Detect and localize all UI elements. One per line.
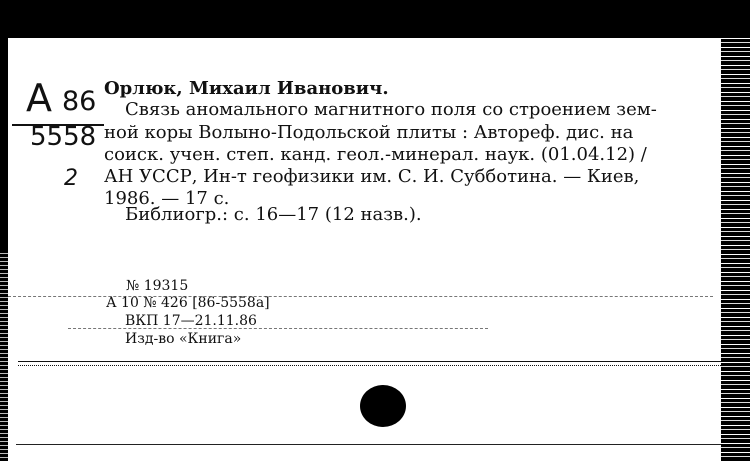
stamp-code: А 10 № 426 [86-5558а]: [106, 295, 270, 311]
punch-hole: [360, 385, 406, 427]
stamp-vkp: ВКП 17—21.11.86: [125, 313, 257, 329]
handwritten-shelf-letter: А: [26, 76, 52, 120]
author-heading: Орлюк, Михаил Иванович.: [104, 78, 389, 99]
scan-right-edge: [721, 38, 750, 461]
stamp-publisher: Изд-во «Книга»: [125, 331, 242, 347]
bibliography-note: Библиогр.: с. 16—17 (12 назв.).: [125, 204, 422, 225]
catalog-card: [8, 38, 721, 461]
title-line-1: Связь аномального магнитного поля со строением зем-: [125, 99, 657, 120]
handwritten-mark: 2: [64, 166, 78, 191]
handwritten-shelf-number: 86: [62, 86, 97, 117]
title-line-4: АН УССР, Ин-т геофизики им. С. И. Субботина. — Киев,: [104, 166, 640, 187]
scan-left-edge: [0, 250, 8, 461]
bottom-rule: [18, 365, 721, 366]
title-line-3: соиск. учен. степ. канд. геол.-минерал. наук. (01.04.12) /: [104, 144, 647, 165]
title-line-2: ной коры Волыно-Подольской плиты : Автореф. дис. на: [104, 122, 634, 143]
hole-baseline: [16, 444, 721, 445]
handwritten-accession-number: 5558: [30, 122, 97, 152]
stamp-number: № 19315: [126, 278, 189, 294]
bottom-rule: [18, 361, 721, 362]
title-line-5: 1986. — 17 с.: [104, 188, 230, 209]
